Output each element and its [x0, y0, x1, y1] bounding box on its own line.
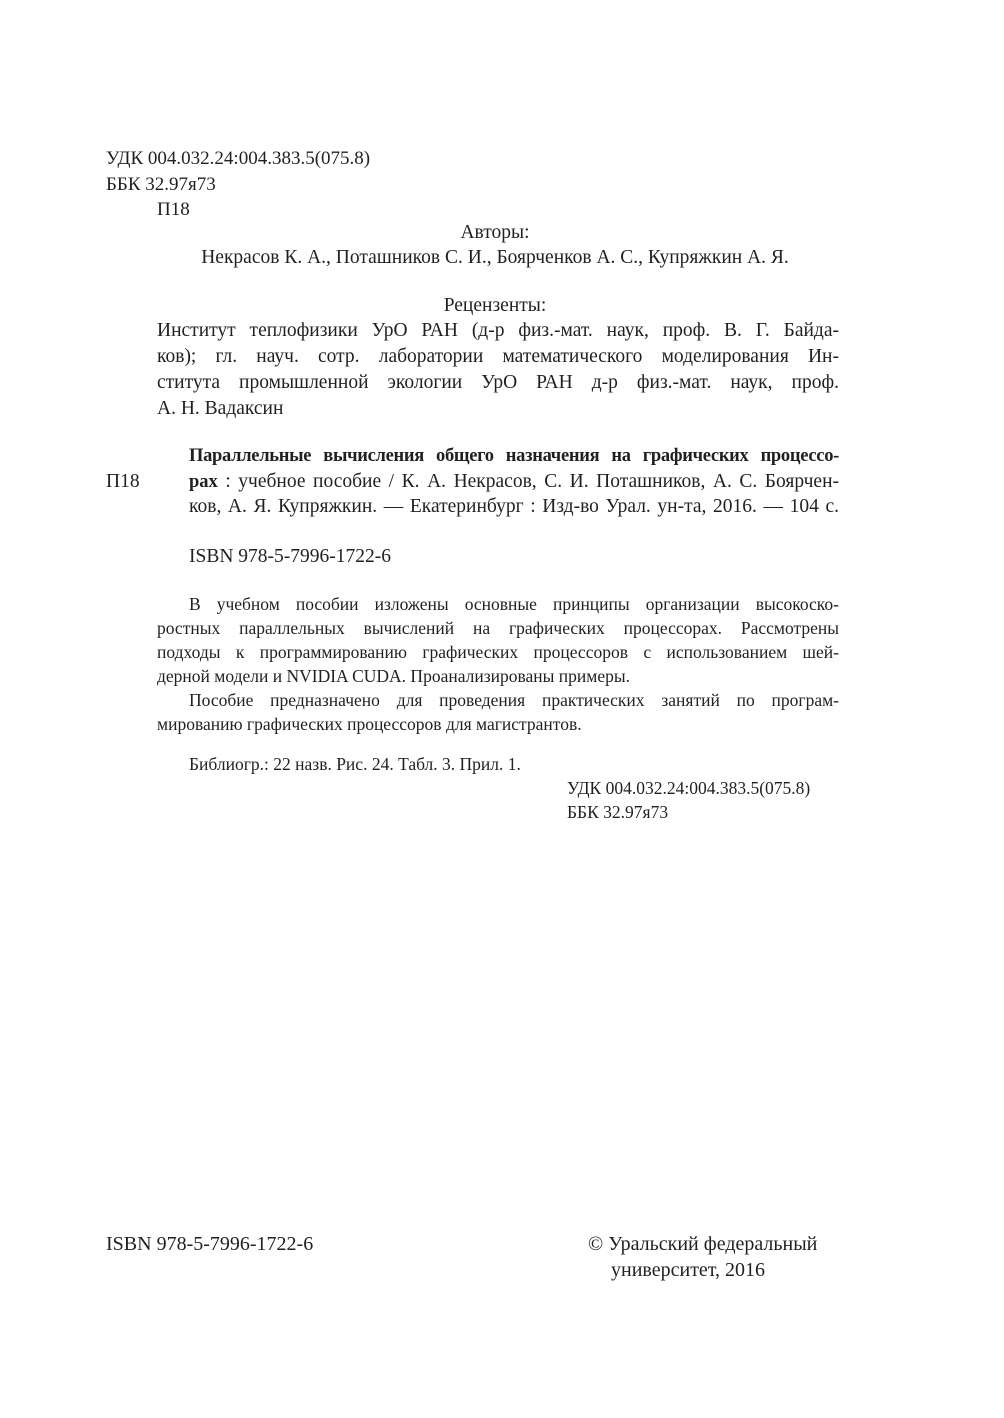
- copyright-line-2: университет, 2016: [611, 1259, 766, 1281]
- book-title-line-1: Параллельные вычисления общего назначения на графических процессо-: [189, 446, 839, 466]
- isbn-mid: ISBN 978-5-7996-1722-6: [189, 546, 392, 567]
- reviewers-line-1: Институт теплофизики УрО РАН (д-р физ.-мат. наук, проф. В. Г. Байда-: [157, 320, 839, 341]
- abstract-p2-line-2: мированию графических процессоров для магистрантов.: [157, 714, 582, 734]
- reviewers-line-2: ков); гл. науч. сотр. лаборатории математического моделирования Ин-: [157, 346, 839, 367]
- footer-udk-code: УДК 004.032.24:004.383.5(075.8): [567, 778, 811, 798]
- book-title-line-3: ков, А. Я. Купряжкин. — Екатеринбург : Изд-во Урал. ун-та, 2016. — 104 с.: [189, 496, 839, 517]
- footer-bbk-code: ББК 32.97я73: [567, 802, 669, 822]
- abstract-p1-line-3: подходы к программированию графических процессоров с использованием шей-: [157, 642, 839, 662]
- book-title-line-2-rest: : учебное пособие / К. А. Некрасов, С. И. Поташников, А. С. Боярчен-: [217, 471, 839, 492]
- book-title-line-2: [189, 469, 839, 495]
- book-title-line-2-bold: рах: [189, 472, 218, 492]
- bibliographic-code: П18: [106, 471, 140, 492]
- authors-names: Некрасов К. А., Поташников С. И., Боярченков А. С., Купряжкин А. Я.: [201, 247, 789, 268]
- reviewers-heading: Рецензенты:: [443, 295, 547, 316]
- authors-heading: Авторы:: [460, 222, 530, 243]
- isbn-bottom: ISBN 978-5-7996-1722-6: [106, 1233, 314, 1255]
- abstract-p2-line-1: Пособие предназначено для проведения практических занятий по програм-: [189, 690, 839, 710]
- bibliography-info: Библиогр.: 22 назв. Рис. 24. Табл. 3. Прил. 1.: [189, 754, 521, 774]
- bbk-code: ББК 32.97я73: [106, 174, 216, 195]
- udk-code: УДК 004.032.24:004.383.5(075.8): [106, 148, 371, 169]
- author-mark-code: П18: [157, 199, 190, 220]
- abstract-p1-line-2: ростных параллельных вычислений на графических процессорах. Рассмотрены: [157, 618, 839, 638]
- abstract-p1-line-1: В учебном пособии изложены основные принципы организации высокоско-: [189, 594, 839, 614]
- copyright-line-1: © Уральский федеральный: [588, 1233, 818, 1255]
- reviewers-line-3: ститута промышленной экологии УрО РАН д-р физ.-мат. наук, проф.: [157, 372, 839, 393]
- reviewers-line-4: А. Н. Вадаксин: [157, 398, 284, 419]
- abstract-p1-line-4: дерной модели и NVIDIA CUDA. Проанализированы примеры.: [157, 666, 631, 686]
